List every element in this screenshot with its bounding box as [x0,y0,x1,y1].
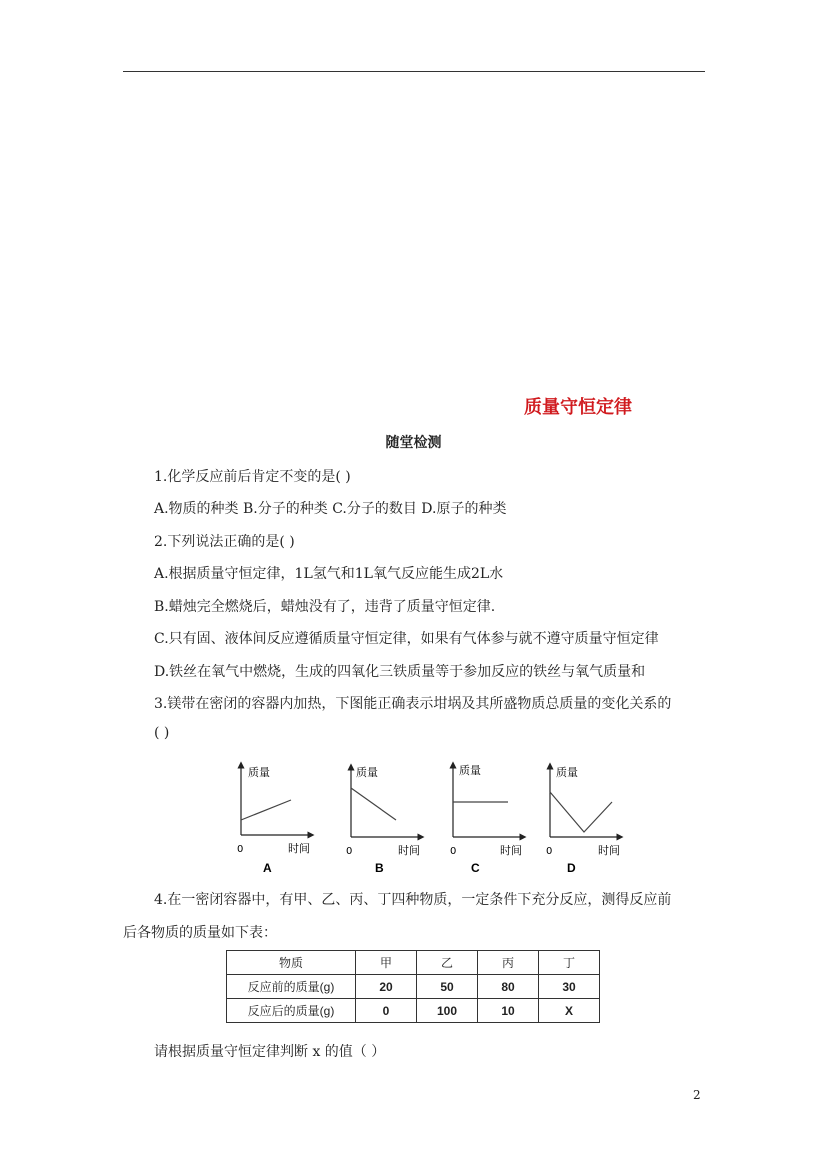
q3-charts [228,760,628,880]
chart-d-ylabel: 质量 [556,766,578,779]
table-cell: 反应前的质量(g) [227,975,356,999]
q2-option-a: A.根据质量守恒定律，1L氢气和1L氧气反应能生成2L水 [154,566,504,582]
q1-stem: 1.化学反应前后肯定不变的是( ) [154,469,351,485]
table-cell: 80 [478,975,539,999]
table-cell: 10 [478,999,539,1023]
q2-option-d: D.铁丝在氧气中燃烧，生成的四氧化三铁质量等于参加反应的铁丝与氧气质量和 [154,664,646,680]
table-cell: 反应后的质量(g) [227,999,356,1023]
q4-stem-line2: 后各物质的质量如下表： [123,925,277,941]
table-cell: 50 [417,975,478,999]
table-header-cell: 乙 [417,951,478,975]
table-cell: X [539,999,600,1023]
header-rule [123,71,705,72]
q3-paren: ( ) [154,725,170,741]
table-row [227,999,600,1023]
chart-c-ylabel: 质量 [459,764,481,777]
chart-a-letter: A [263,861,272,875]
chart-c [450,763,523,875]
q4-question: 请根据质量守恒定律判断 x 的值（ ） [154,1044,386,1060]
page-number: 2 [693,1088,701,1102]
page-title: 质量守恒定律 [524,397,632,418]
table-header-cell: 丙 [478,951,539,975]
chart-b [346,765,421,875]
chart-a-trend-line [241,800,291,820]
q2-option-b: B.蜡烛完全燃烧后，蜡烛没有了，违背了质量守恒定律. [154,599,496,615]
chart-c-xlabel: 时间 [500,844,522,857]
chart-a-origin: 0 [237,844,244,855]
chart-a-xlabel: 时间 [288,842,310,855]
section-heading: 随堂检测 [385,435,442,451]
table-row [227,975,600,999]
chart-b-letter: B [375,861,384,875]
q1-options: A.物质的种类 B.分子的种类 C.分子的数目 D.原子的种类 [154,501,507,517]
chart-d-trend-line [550,792,612,832]
table-cell: 100 [417,999,478,1023]
chart-d [546,765,620,875]
chart-b-ylabel: 质量 [356,766,378,779]
q4-stem-line1: 4.在一密闭容器中，有甲、乙、丙、丁四种物质，一定条件下充分反应，测得反应前 [154,892,672,908]
chart-b-xlabel: 时间 [398,844,420,857]
chart-a [237,765,311,875]
chart-b-origin: 0 [346,846,353,857]
table-header-cell: 甲 [356,951,417,975]
table-header-row [227,951,600,975]
table-cell: 0 [356,999,417,1023]
mass-table [226,950,600,1023]
chart-b-trend-line [351,788,396,820]
chart-d-letter: D [567,861,576,875]
chart-d-origin: 0 [546,846,553,857]
q3-stem: 3.镁带在密闭的容器内加热，下图能正确表示坩埚及其所盛物质总质量的变化关系的 [154,696,672,712]
table-cell: 20 [356,975,417,999]
table-cell: 30 [539,975,600,999]
chart-c-letter: C [471,861,480,875]
q2-stem: 2.下列说法正确的是( ) [154,534,295,550]
table-header-cell: 物质 [227,951,356,975]
chart-c-origin: 0 [450,846,457,857]
q2-option-c: C.只有固、液体间反应遵循质量守恒定律，如果有气体参与就不遵守质量守恒定律 [154,631,659,647]
chart-a-ylabel: 质量 [248,766,270,779]
chart-d-xlabel: 时间 [598,844,620,857]
table-header-cell: 丁 [539,951,600,975]
